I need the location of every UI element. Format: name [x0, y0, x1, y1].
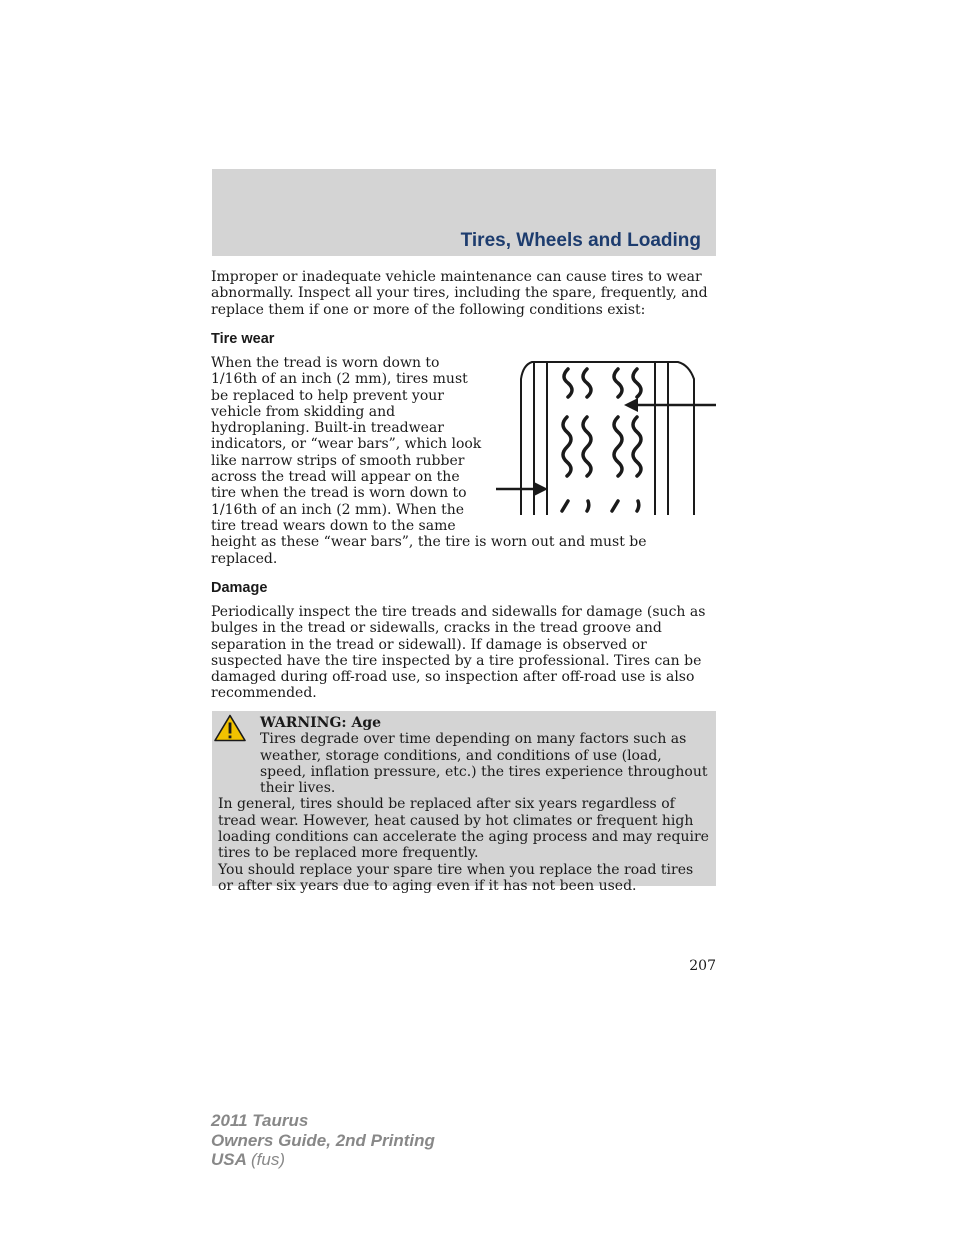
section-title: Tires, Wheels and Loading: [460, 230, 701, 251]
damage-paragraph: Periodically inspect the tire treads and sidewalls for damage (such as bulges in the tread or sidewalls, cracks in the tread groove and separation in the tread or sidewall). If damage is observed or suspected have the tire inspected by a tire professional. Tires can be damaged during off-road use, so inspection after off-road use is also recommended.: [211, 604, 706, 702]
footer-region-name: USA: [211, 1150, 247, 1169]
warning-paragraph-2: In general, tires should be replaced after six years regardless of tread wear. However, heat caused by hot climates or frequent high loading conditions can accelerate the aging process and may require tires to be replaced more frequently.: [218, 796, 709, 862]
footer-model-year: 2011 Taurus: [211, 1111, 309, 1130]
footer-guide-edition: Owners Guide, 2nd Printing: [211, 1130, 435, 1150]
warning-paragraph-1: Tires degrade over time depending on many factors such as weather, storage conditions, and conditions of use (load, speed, inflation pressure, etc.) the tires experience throughout their lives.: [260, 731, 708, 797]
tread-wear-indicator-illustration: [496, 355, 716, 519]
intro-paragraph: Improper or inadequate vehicle maintenance can cause tires to wear abnormally. Inspect all your tires, including the spare, frequently, and replace them if one or more of the following conditions exist:: [211, 269, 708, 318]
damage-heading: Damage: [211, 580, 268, 596]
document-footer: [211, 1111, 435, 1170]
tire-wear-heading: Tire wear: [211, 331, 275, 347]
tire-wear-section: [211, 355, 716, 567]
page-number: 207: [689, 958, 716, 974]
warning-title: WARNING: Age: [260, 715, 382, 731]
tire-wear-paragraph: When the tread is worn down to 1/16th of an inch (2 mm), tires must be replaced to help prevent your vehicle from skidding and hydroplaning. Built-in treadwear indicators, or “wear bars”, which look like narrow strips of smooth rubber across the tread will appear on the tire when the tread is worn down to 1/16th of an inch (2 mm). When the tire tread wears down to the same height as these “wear bars”, the tire is worn out and must be replaced.: [211, 355, 647, 567]
warning-content: [218, 715, 710, 894]
warning-box: [212, 711, 716, 894]
warning-paragraph-3: You should replace your spare tire when you replace the road tires or after six years due to aging even if it has not been used.: [218, 861, 694, 894]
footer-region-code: (fus): [251, 1150, 285, 1169]
footer-region: [211, 1150, 435, 1170]
section-header-band: [212, 169, 716, 256]
